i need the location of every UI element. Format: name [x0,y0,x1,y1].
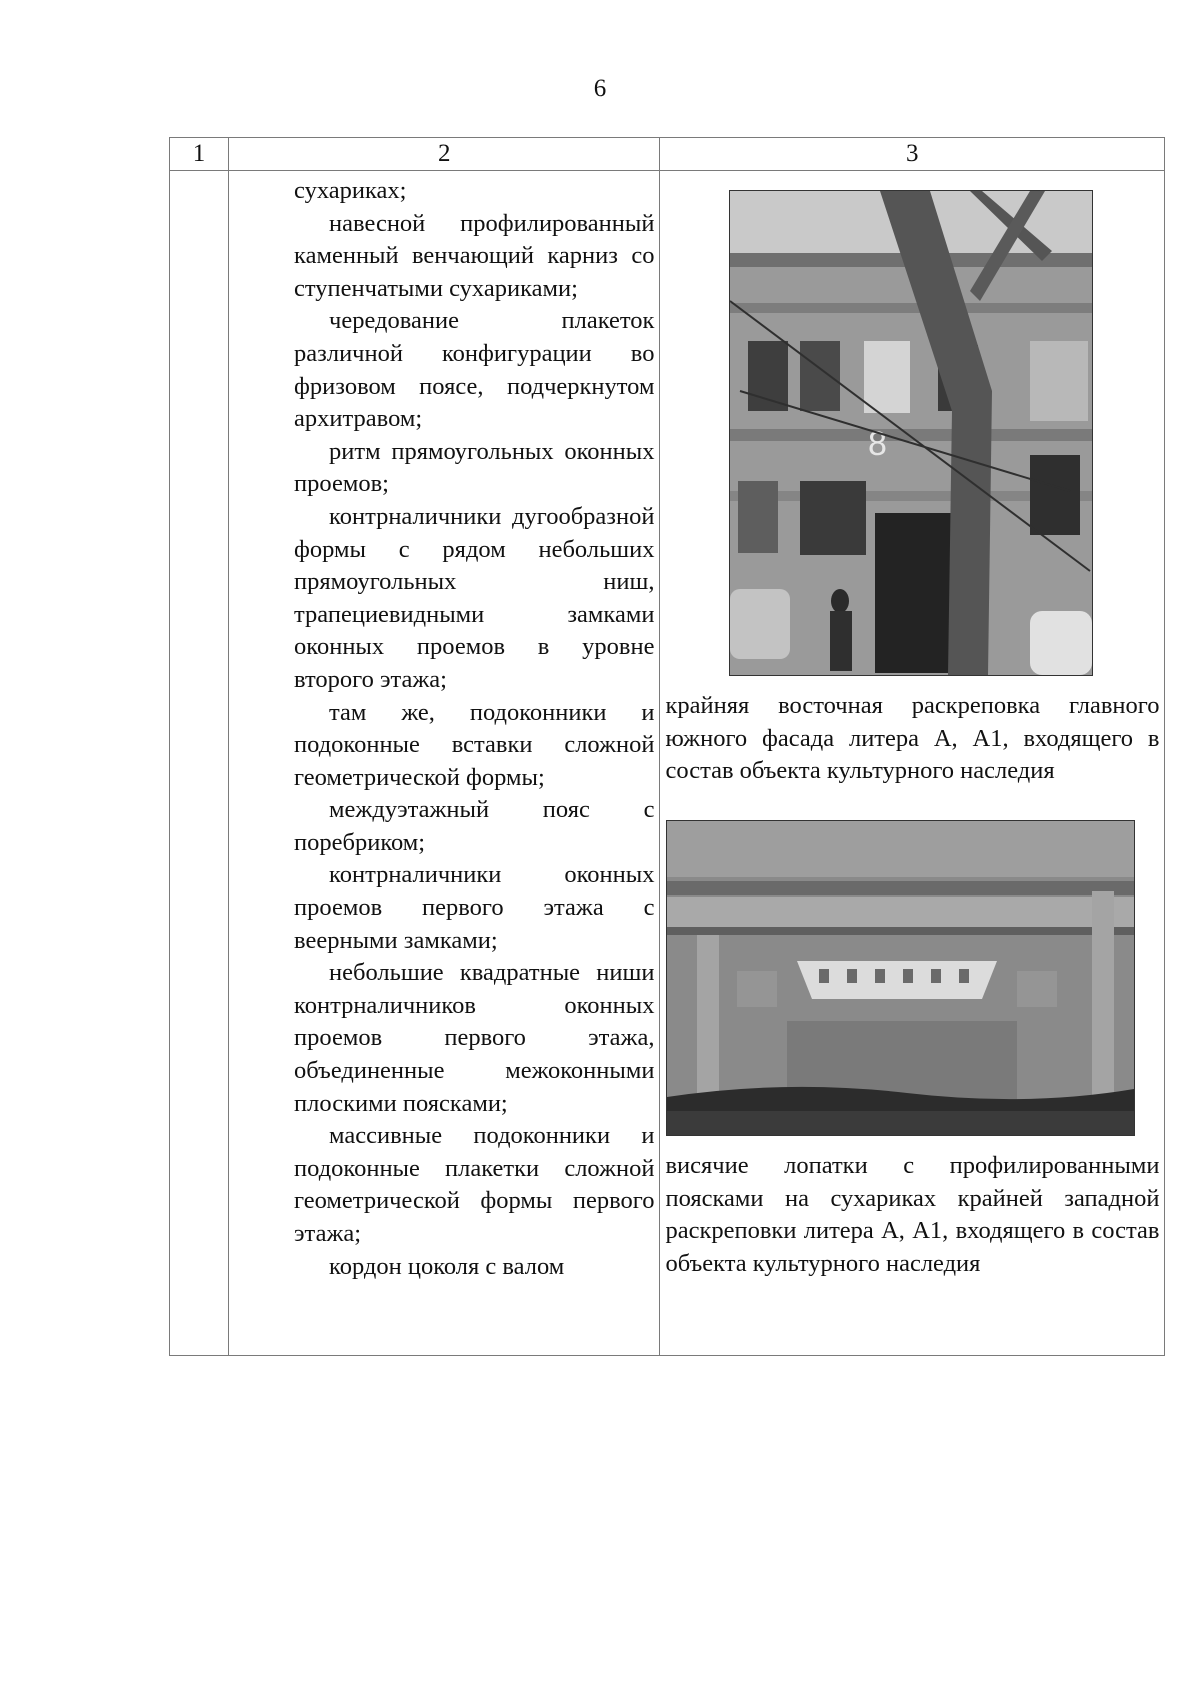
feature-item: навесной профилированный каменный венчающий карниз со ступенчатыми сухариками; [294,209,655,302]
feature-item: там же, подоконники и подоконные вставки сложной геометрической формы; [294,698,655,791]
photo-caption-west: висячие лопатки с профилированными поясками на сухариках крайней западной раскреповки литера А, А1, входящего в состав объекта культурного наследия [665,1152,1160,1277]
feature-item: ритм прямоугольных оконных проемов; [294,437,655,498]
feature-item: небольшие квадратные ниши контрналичников оконных проемов первого этажа, объединенные межоконными плоскими поясками; [294,959,655,1117]
table-header-row [170,138,1165,171]
features-list [229,171,659,1283]
feature-item: чередование плакеток различной конфигурации во фризовом поясе, подчеркнутом архитравом; [294,307,655,433]
facade-photo-east-drawing [730,191,1092,675]
photos-cell [660,171,1165,1356]
feature-item: контрналичники оконных проемов первого этажа с веерными замками; [294,861,655,954]
facade-photo-west-drawing [667,821,1134,1135]
feature-item: междуэтажный пояс с поребриком; [294,796,655,856]
column-header-1: 1 [170,138,229,171]
feature-item: сухариках; [294,177,407,204]
facade-photo-east [729,190,1093,676]
table-body-row [170,171,1165,1356]
feature-item: контрналичники дугообразной формы с рядом небольших прямоугольных ниш, трапециевидными замками оконных проемов в уровне второго этажа; [294,502,655,693]
object-features-table [169,137,1165,1356]
column-header-3: 3 [660,138,1165,171]
row-number-cell [170,171,229,1356]
column-header-2: 2 [229,138,660,171]
facade-photo-west [666,820,1135,1136]
features-cell [229,171,660,1356]
page-number: 6 [593,75,607,102]
photos-column [660,171,1164,1355]
feature-item: массивные подоконники и подоконные плакетки сложной геометрической формы первого этажа; [294,1122,655,1247]
photo-caption-east: крайняя восточная раскреповка главного южного фасада литера А, А1, входящего в состав объекта культурного наследия [665,692,1160,785]
house-number: 8 [868,425,888,463]
feature-item: кордон цоколя с валом [329,1252,565,1280]
